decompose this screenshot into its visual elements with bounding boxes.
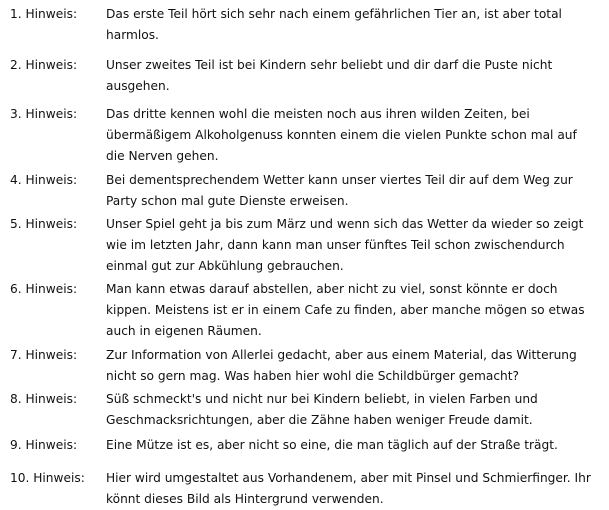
hint-label: 3. Hinweis: xyxy=(10,107,78,121)
hint-text: Man kann etwas darauf abstellen, aber nicht zu viel, sonst könnte er doch kippen. Meistens ist er in einem Cafe zu finden, aber manche mögen so etwas auch in eigenen Räumen. xyxy=(106,282,585,338)
hint-label: 4. Hinweis: xyxy=(10,173,78,187)
hint-label: 7. Hinweis: xyxy=(10,348,78,362)
hint-text: Unser Spiel geht ja bis zum März und wenn sich das Wetter da wieder so zeigt wie im letzten Jahr, dann kann man unser fünftes Teil schon zwischendurch einmal gut zur Abkühlung gebrauchen. xyxy=(106,217,584,273)
hint-label: 1. Hinweis: xyxy=(10,7,78,21)
hint-label: 10. Hinweis: xyxy=(10,471,85,485)
hint-label: 8. Hinweis: xyxy=(10,392,78,406)
hint-text: Eine Mütze ist es, aber nicht so eine, die man täglich auf der Straße trägt. xyxy=(106,438,558,452)
hint-label: 6. Hinweis: xyxy=(10,282,78,296)
hint-text: Bei dementsprechendem Wetter kann unser viertes Teil dir auf dem Weg zur Party schon mal gute Dienste erweisen. xyxy=(106,173,573,208)
hint-text: Das erste Teil hört sich sehr nach einem gefährlichen Tier an, ist aber total harmlos. xyxy=(106,7,562,42)
hint-text: Unser zweites Teil ist bei Kindern sehr beliebt und dir darf die Puste nicht ausgehen. xyxy=(106,58,553,93)
hint-text: Süß schmeckt's und nicht nur bei Kindern beliebt, in vielen Farben und Geschmacksrichtungen, aber die Zähne haben weniger Freude damit. xyxy=(106,392,538,427)
hint-text: Zur Information von Allerlei gedacht, aber aus einem Material, das Witterung nicht so gern mag. Was haben hier wohl die Schildbürger gemacht? xyxy=(106,348,577,383)
hint-text: Das dritte kennen wohl die meisten noch aus ihren wilden Zeiten, bei übermäßigem Alkoholgenuss konnten einem die vielen Punkte schon mal auf die Nerven gehen. xyxy=(106,107,577,163)
hint-label: 9. Hinweis: xyxy=(10,438,78,452)
hint-label: 5. Hinweis: xyxy=(10,217,78,231)
hint-text: Hier wird umgestaltet aus Vorhandenem, aber mit Pinsel und Schmierfinger. Ihr könnt dieses Bild als Hintergrund verwenden. xyxy=(106,471,591,506)
hint-label: 2. Hinweis: xyxy=(10,58,78,72)
